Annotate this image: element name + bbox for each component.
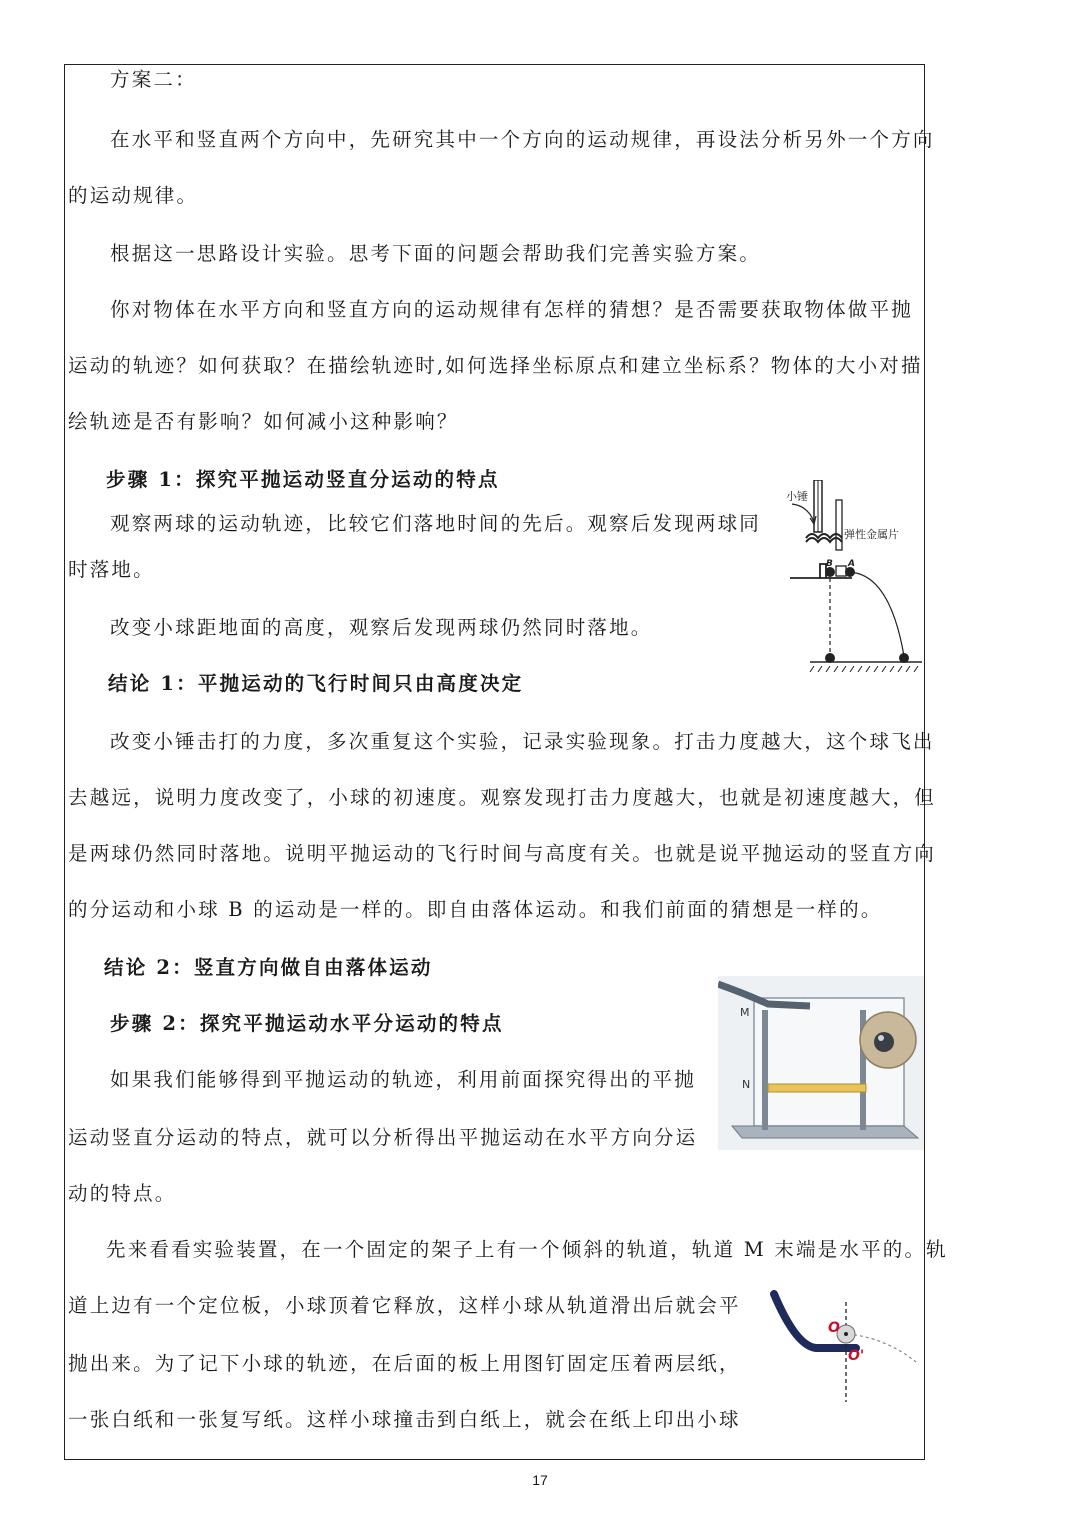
track-end-origin-figure — [766, 1286, 926, 1406]
paragraph-line: 运动竖直分运动的特点，就可以分析得出平抛运动在水平方向分运 — [68, 1126, 698, 1149]
paragraph-line: 一张白纸和一张复写纸。这样小球撞击到白纸上，就会在纸上印出小球 — [68, 1408, 741, 1431]
conclusion-2-heading: 结论 2：竖直方向做自由落体运动 — [104, 956, 433, 979]
paragraph-line: 的分运动和小球 B 的运动是一样的。即自由落体运动。和我们前面的猜想是一样的。 — [68, 898, 883, 921]
free-fall-apparatus-figure — [770, 480, 925, 675]
paragraph-line: 根据这一思路设计实验。思考下面的问题会帮助我们完善实验方案。 — [110, 242, 762, 265]
paragraph-line: 抛出来。为了记下小球的轨迹，在后面的板上用图钉固定压着两层纸， — [68, 1352, 741, 1375]
paragraph-line: 观察两球的运动轨迹，比较它们落地时间的先后。观察后发现两球同 — [110, 512, 762, 535]
paragraph-line: 你对物体在水平方向和竖直方向的运动规律有怎样的猜想？是否需要获取物体做平抛 — [110, 298, 913, 321]
plan-two-heading: 方案二： — [110, 68, 197, 91]
label-o: O — [828, 1320, 840, 1336]
paragraph-line: 是两球仍然同时落地。说明平抛运动的飞行时间与高度有关。也就是说平抛运动的竖直方向 — [68, 842, 937, 865]
step-1-heading: 步骤 1：探究平抛运动竖直分运动的特点 — [106, 468, 500, 491]
paragraph-line: 运动的轨迹？如何获取？在描绘轨迹时,如何选择坐标原点和建立坐标系？物体的大小对描 — [68, 354, 923, 377]
track-board-apparatus-figure — [718, 976, 924, 1150]
paragraph-line: 的运动规律。 — [68, 184, 199, 207]
paragraph-line: 时落地。 — [68, 558, 155, 581]
label-m: M — [740, 1006, 750, 1019]
paragraph-line: 去越远，说明力度改变了，小球的初速度。观察发现打击力度越大，也就是初速度越大，但 — [68, 786, 937, 809]
ball-a-label: A — [848, 559, 855, 569]
paragraph-line: 绘轨迹是否有影响？如何减小这种影响？ — [68, 410, 459, 433]
paragraph-line: 改变小锤击打的力度，多次重复这个实验，记录实验现象。打击力度越大，这个球飞出 — [110, 730, 935, 753]
hammer-label: 小锤 — [786, 490, 808, 503]
paragraph-line: 在水平和竖直两个方向中，先研究其中一个方向的运动规律，再设法分析另外一个方向 — [110, 128, 935, 151]
page-number: 17 — [532, 1472, 548, 1488]
label-n: N — [742, 1078, 751, 1091]
paragraph-line: 改变小球距地面的高度，观察后发现两球仍然同时落地。 — [110, 616, 653, 639]
paragraph-line: 道上边有一个定位板，小球顶着它释放，这样小球从轨道滑出后就会平 — [68, 1294, 741, 1317]
paragraph-line: 先来看看实验装置，在一个固定的架子上有一个倾斜的轨道，轨道 M 末端是水平的。轨 — [106, 1238, 948, 1261]
step-2-heading: 步骤 2：探究平抛运动水平分运动的特点 — [110, 1012, 504, 1035]
conclusion-1-heading: 结论 1：平抛运动的飞行时间只由高度决定 — [108, 672, 524, 695]
paragraph-line: 动的特点。 — [68, 1182, 177, 1205]
paragraph-line: 如果我们能够得到平抛运动的轨迹，利用前面探究得出的平抛 — [110, 1068, 696, 1091]
ball-b-label: B — [826, 559, 833, 569]
label-o-prime: O' — [848, 1348, 865, 1364]
elastic-plate-label: 弹性金属片 — [844, 528, 899, 541]
